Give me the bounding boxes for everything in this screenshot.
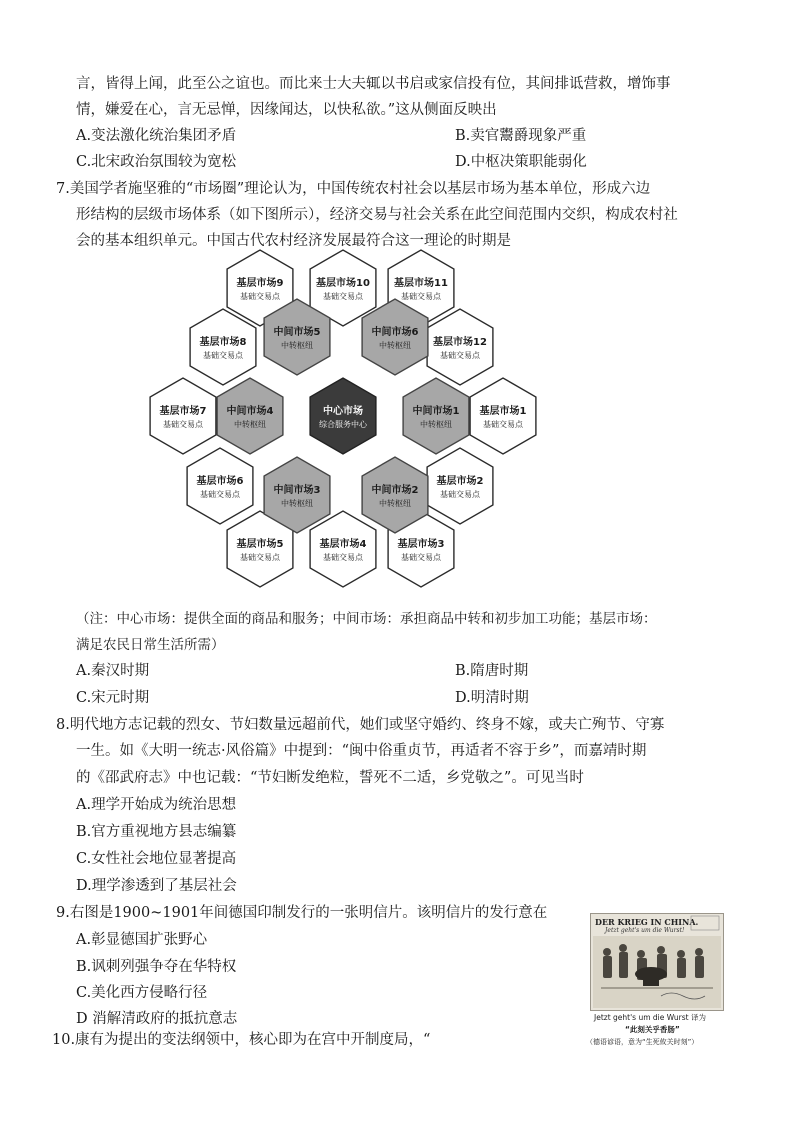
central-market-label: 中心市场 bbox=[323, 406, 363, 417]
q8-option-d[interactable]: D.理学渗透到了基层社会 bbox=[76, 878, 237, 894]
base-market-5-label: 基层市场5 bbox=[236, 539, 284, 550]
q6-option-d[interactable]: D.中枢决策职能弱化 bbox=[455, 154, 587, 170]
market-hexagon-diagram bbox=[140, 252, 527, 597]
base-market-7-sublabel: 基础交易点 bbox=[163, 420, 203, 429]
central-market-sublabel: 综合服务中心 bbox=[319, 420, 367, 429]
q7-option-b[interactable]: B.隋唐时期 bbox=[455, 663, 529, 679]
q8-option-a[interactable]: A.理学开始成为统治思想 bbox=[76, 797, 237, 813]
base-market-1 bbox=[470, 378, 536, 454]
base-market-2-sublabel: 基础交易点 bbox=[440, 490, 480, 499]
q7-stem-line3: 会的基本组织单元。中国古代农村经济发展最符合这一理论的时期是 bbox=[76, 233, 511, 249]
q9-stem-line1: 9.右图是1900~1901年间德国印制发行的一张明信片。该明信片的发行意在 bbox=[56, 905, 548, 921]
q6-text-line1: 言，皆得上闻，此至公之谊也。而比来士大夫辄以书启或家信投有位，其间排诋营救，增饰事 bbox=[76, 76, 671, 92]
base-market-6-sublabel: 基础交易点 bbox=[200, 490, 240, 499]
postcard-caption2: “此刻关乎香肠” bbox=[625, 1025, 680, 1034]
middle-market-1-label: 中间市场1 bbox=[412, 406, 460, 417]
q6-option-c[interactable]: C.北宋政治氛围较为宽松 bbox=[76, 154, 237, 170]
q6-text-line2: 情，嫌爱在心，言无忌惮，因缘闻达，以快私欲。”这从侧面反映出 bbox=[76, 102, 497, 118]
base-market-9-sublabel: 基础交易点 bbox=[240, 292, 280, 301]
q7-option-d[interactable]: D.明清时期 bbox=[455, 690, 529, 706]
middle-market-4-label: 中间市场4 bbox=[226, 406, 274, 417]
middle-market-1-sublabel: 中转枢纽 bbox=[420, 420, 452, 429]
q9-option-c[interactable]: C.美化西方侵略行径 bbox=[76, 985, 208, 1001]
q8-stem-line2: 一生。如《大明一统志·风俗篇》中提到：“闽中俗重贞节，再适者不容于乡”，而嘉靖时期 bbox=[76, 743, 647, 759]
base-market-12-sublabel: 基础交易点 bbox=[440, 351, 480, 360]
postcard-illustration bbox=[591, 914, 723, 1010]
q10-stem-line1: 10.康有为提出的变法纲领中，核心即为在宫中开制度局，“ bbox=[52, 1032, 431, 1048]
base-market-11-label: 基层市场11 bbox=[394, 278, 448, 289]
postcard-title: DER KRIEG IN CHINA. bbox=[595, 917, 699, 927]
q8-option-c[interactable]: C.女性社会地位显著提高 bbox=[76, 851, 237, 867]
q9-option-a[interactable]: A.彰显德国扩张野心 bbox=[76, 932, 208, 948]
base-market-3-sublabel: 基础交易点 bbox=[401, 553, 441, 562]
q8-stem-line3: 的《邵武府志》中也记载：“节妇断发绝粒，誓死不二适，乡党敬之”。可见当时 bbox=[76, 770, 584, 786]
base-market-6-label: 基层市场6 bbox=[196, 476, 244, 487]
middle-market-6-label: 中间市场6 bbox=[371, 327, 419, 338]
base-market-3-label: 基层市场3 bbox=[397, 539, 445, 550]
middle-market-3-sublabel: 中转枢纽 bbox=[281, 499, 313, 508]
base-market-7 bbox=[150, 378, 216, 454]
base-market-8 bbox=[190, 309, 256, 385]
q7-note-line2: 满足农民日常生活所需） bbox=[76, 637, 225, 653]
base-market-2-label: 基层市场2 bbox=[436, 476, 484, 487]
q7-option-c[interactable]: C.宋元时期 bbox=[76, 690, 150, 706]
base-market-2 bbox=[427, 448, 493, 524]
base-market-10-sublabel: 基础交易点 bbox=[323, 292, 363, 301]
base-market-4-label: 基层市场4 bbox=[319, 539, 367, 550]
postcard-caption3: （德语谚语，意为“生死攸关时刻”） bbox=[586, 1038, 699, 1046]
middle-market-1 bbox=[403, 378, 469, 454]
base-market-9-label: 基层市场9 bbox=[236, 278, 284, 289]
base-market-6 bbox=[187, 448, 253, 524]
base-market-4 bbox=[310, 511, 376, 587]
q8-stem-line1: 8.明代地方志记载的烈女、节妇数量远超前代，她们或坚守婚约、终身不嫁，或夫亡殉节、守寡 bbox=[56, 717, 665, 733]
central-market bbox=[310, 378, 376, 454]
q7-note-line1: （注：中心市场：提供全面的商品和服务；中间市场：承担商品中转和初步加工功能；基层市场： bbox=[76, 611, 657, 627]
base-market-7-label: 基层市场7 bbox=[159, 406, 207, 417]
base-market-1-sublabel: 基础交易点 bbox=[483, 420, 523, 429]
middle-market-6-sublabel: 中转枢纽 bbox=[379, 341, 411, 350]
base-market-11-sublabel: 基础交易点 bbox=[401, 292, 441, 301]
q9-option-b[interactable]: B.讽刺列强争夺在华特权 bbox=[76, 959, 237, 975]
q7-option-a[interactable]: A.秦汉时期 bbox=[76, 663, 150, 679]
q7-stem-line1: 7.美国学者施坚雅的“市场圈”理论认为，中国传统农村社会以基层市场为基本单位，形成六边 bbox=[56, 181, 651, 197]
base-market-4-sublabel: 基础交易点 bbox=[323, 553, 363, 562]
middle-market-2-label: 中间市场2 bbox=[371, 485, 419, 496]
postcard-caption1: Jetzt geht's um die Wurst 译为 bbox=[594, 1013, 706, 1022]
middle-market-5-label: 中间市场5 bbox=[273, 327, 321, 338]
q6-option-a[interactable]: A.变法激化统治集团矛盾 bbox=[76, 128, 237, 144]
base-market-1-label: 基层市场1 bbox=[479, 406, 527, 417]
postcard-subtitle: Jetzt geht's um die Wurst! bbox=[605, 927, 685, 934]
middle-market-4 bbox=[217, 378, 283, 454]
middle-market-2-sublabel: 中转枢纽 bbox=[379, 499, 411, 508]
base-market-12-label: 基层市场12 bbox=[433, 337, 487, 348]
q7-stem-line2: 形结构的层级市场体系（如下图所示），经济交易与社会关系在此空间范围内交织，构成农村社 bbox=[76, 207, 678, 223]
base-market-10-label: 基层市场10 bbox=[316, 278, 370, 289]
q6-option-b[interactable]: B.卖官鬻爵现象严重 bbox=[455, 128, 587, 144]
middle-market-4-sublabel: 中转枢纽 bbox=[234, 420, 266, 429]
base-market-12 bbox=[427, 309, 493, 385]
base-market-5-sublabel: 基础交易点 bbox=[240, 553, 280, 562]
q8-option-b[interactable]: B.官方重视地方县志编纂 bbox=[76, 824, 237, 840]
middle-market-5-sublabel: 中转枢纽 bbox=[281, 341, 313, 350]
postcard-image bbox=[590, 913, 724, 1011]
q9-option-d[interactable]: D 消解清政府的抵抗意志 bbox=[76, 1011, 238, 1027]
base-market-8-label: 基层市场8 bbox=[199, 337, 247, 348]
base-market-8-sublabel: 基础交易点 bbox=[203, 351, 243, 360]
middle-market-3-label: 中间市场3 bbox=[273, 485, 321, 496]
